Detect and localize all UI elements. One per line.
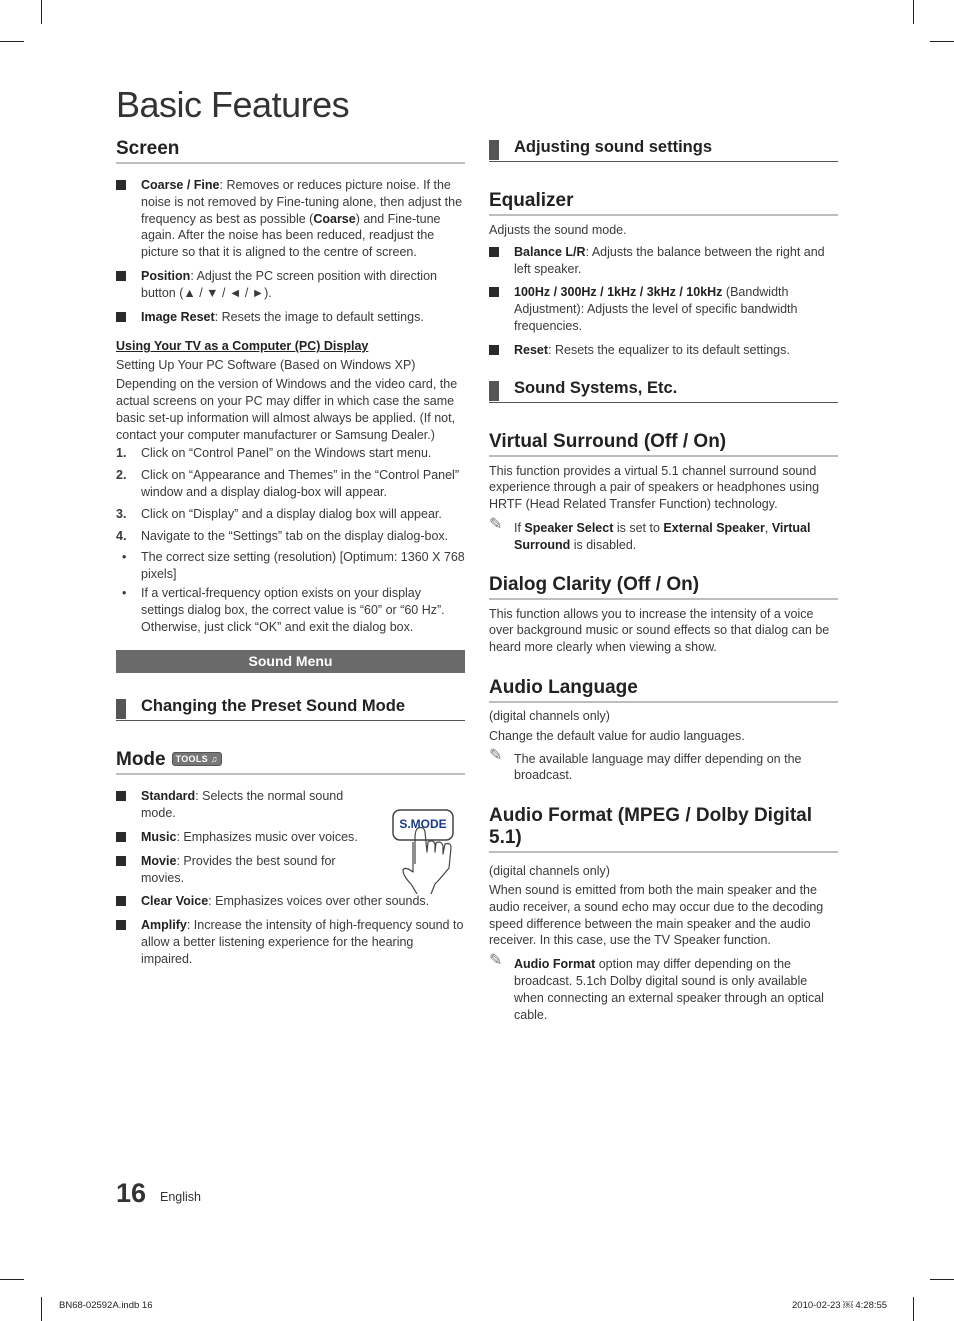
square-bullet-icon: [116, 920, 126, 930]
pencil-note-icon: ✎: [489, 746, 503, 764]
section-heading-screen: Screen: [116, 138, 465, 164]
step-item: [116, 528, 465, 545]
list-item: [116, 788, 351, 822]
term: External Speaker: [663, 520, 765, 535]
crop-mark: [0, 1279, 24, 1280]
pc-intro: Depending on the version of Windows and the video card, the actual screens on your PC may differ in which case the same basic set-up information will almost always be applied. (If not, contact your computer manufacturer or Samsung Dealer.): [116, 377, 458, 442]
note-text: ,: [764, 520, 772, 535]
pc-display-heading: Using Your TV as a Computer (PC) Display: [116, 339, 369, 354]
square-bullet-icon: [116, 791, 126, 801]
crop-mark: [930, 41, 954, 42]
right-column: [489, 138, 838, 1023]
print-info-file: BN68-02592A.indb 16: [59, 1300, 153, 1311]
list-item: [116, 853, 351, 887]
bullet-text: The correct size setting (resolution) [Optimum: 1360 X 768 pixels]: [141, 550, 465, 582]
virtual-surround-text: This function provides a virtual 5.1 channel surround sound experience through a pair of speakers or headphones using HRTF (Head Related Transfer Function) technology.: [489, 463, 820, 512]
crop-mark: [41, 1297, 42, 1321]
list-item: [489, 342, 838, 359]
term: Image Reset: [141, 309, 215, 324]
step-text: Click on “Display” and a display dialog box will appear.: [141, 506, 442, 521]
audio-format-heading: Audio Format (MPEG / Dolby Digital 5.1): [489, 805, 838, 853]
dialog-clarity-text: This function allows you to increase the intensity of a voice over background music or sound effects so that dialog can be heard more clearly when viewing a show.: [489, 606, 830, 655]
equalizer-intro: Adjusts the sound mode.: [489, 223, 627, 237]
term: Standard: [141, 789, 196, 804]
smode-button-illustration: [391, 808, 457, 896]
note-text: is set to: [613, 520, 664, 535]
tools-badge: [172, 752, 222, 766]
list-item: [116, 177, 465, 261]
note-text: option may differ depending on the broadcast. 5.1ch Dolby digital sound is only available when connecting an external speaker through an optical cable.: [514, 957, 824, 1022]
step-number: 4.: [116, 528, 127, 543]
audio-format-text: When sound is emitted from both the main speaker and the audio receiver, a sound echo may occur due to the decoding speed difference between the main speaker and the audio receiver. In this case, use the TV Speaker function.: [489, 882, 824, 948]
square-bullet-icon: [489, 345, 499, 355]
page-language: English: [160, 1190, 201, 1204]
step-number: 2.: [116, 468, 127, 483]
desc: : Increase the intensity of high-frequency sound to allow a better listening experience for the hearing impaired.: [141, 918, 464, 966]
desc: : Selects the normal sound mode.: [141, 789, 344, 821]
note-text: The available language may differ depending on the broadcast.: [514, 751, 802, 783]
sound-menu-banner: Sound Menu: [116, 650, 465, 673]
dot-bullet-icon: •: [122, 585, 127, 600]
audio-language-text: Change the default value for audio languages.: [489, 728, 745, 743]
square-bullet-icon: [116, 832, 126, 842]
crop-mark: [41, 0, 42, 24]
audio-language-heading: Audio Language: [489, 677, 838, 703]
audio-language-note-small: (digital channels only): [489, 708, 610, 723]
term: Position: [141, 268, 191, 283]
print-info-date: 2010-02-23 ￼ 4:28:55: [792, 1300, 888, 1311]
step-item: [116, 467, 465, 501]
desc: : Provides the best sound for movies.: [141, 853, 336, 885]
square-bullet-icon: [489, 287, 499, 297]
term: Clear Voice: [141, 894, 209, 909]
step-text: Navigate to the “Settings” tab on the display dialog-box.: [141, 528, 449, 543]
pc-subtitle: Setting Up Your PC Software (Based on Windows XP): [116, 358, 416, 373]
step-number: 1.: [116, 446, 127, 461]
audio-format-note-small: (digital channels only): [489, 864, 610, 879]
desc: ) and Fine-tune again. After the noise has been reduced, readjust the picture so that it is aligned to the centre of screen.: [141, 211, 441, 260]
step-text: Click on “Control Panel” on the Windows start menu.: [141, 446, 432, 461]
pencil-note-icon: ✎: [489, 952, 503, 970]
desc: : Removes or reduces picture noise. If the noise is not removed by Fine-tuning alone, then adjust the frequency as best as possible (: [141, 178, 463, 226]
crop-mark: [0, 41, 24, 42]
list-item: [116, 309, 465, 326]
square-bullet-icon: [116, 856, 126, 866]
term: Virtual Surround: [514, 520, 811, 552]
term: Balance L/R: [514, 244, 586, 259]
note: [489, 746, 838, 785]
tools-badge-label: TOOLS: [175, 754, 208, 765]
page-title: Basic Features: [116, 84, 350, 125]
list-item: [116, 829, 376, 846]
page-number: 16: [116, 1178, 147, 1208]
square-bullet-icon: [116, 271, 126, 281]
preset-sound-heading: Changing the Preset Sound Mode: [116, 697, 465, 721]
term: 100Hz / 300Hz / 1kHz / 3kHz / 10kHz: [514, 285, 723, 300]
crop-mark: [913, 1297, 914, 1321]
bullet-text: If a vertical-frequency option exists on your display settings dialog box, the correct value is “60” or “60 Hz”. Otherwise, just click “OK” and exit the dialog box.: [141, 585, 445, 634]
desc: (Bandwidth Adjustment): Adjusts the level of specific bandwidth frequencies.: [514, 285, 798, 333]
list-item: [116, 917, 465, 967]
mode-title: Mode: [116, 749, 166, 771]
list-item: [489, 284, 838, 334]
sound-systems-heading: Sound Systems, Etc.: [489, 379, 838, 403]
pencil-note-icon: ✎: [489, 515, 503, 533]
desc: : Adjusts the balance between the right and left speaker.: [514, 244, 825, 276]
term: Movie: [141, 853, 177, 868]
mode-heading: [116, 749, 465, 775]
term: Amplify: [141, 918, 187, 933]
note: [489, 952, 838, 1023]
term: Reset: [514, 342, 549, 357]
square-bullet-icon: [116, 180, 126, 190]
virtual-surround-heading: Virtual Surround (Off / On): [489, 431, 838, 457]
square-bullet-icon: [489, 247, 499, 257]
crop-mark: [930, 1279, 954, 1280]
note: [489, 515, 838, 554]
list-item: [489, 244, 838, 278]
crop-mark: [913, 0, 914, 24]
term: Speaker Select: [524, 520, 614, 535]
adjusting-heading: Adjusting sound settings: [489, 138, 838, 162]
dialog-clarity-heading: Dialog Clarity (Off / On): [489, 574, 838, 600]
term: Music: [141, 829, 177, 844]
term: Coarse: [313, 211, 356, 226]
desc: : Emphasizes voices over other sounds.: [208, 894, 430, 909]
bullet-item: [116, 549, 465, 583]
bullet-item: [116, 585, 465, 635]
step-item: [116, 506, 465, 523]
smode-button-label: S.MODE: [399, 817, 447, 831]
term: Coarse / Fine: [141, 178, 220, 192]
step-item: [116, 445, 465, 462]
desc: : Emphasizes music over voices.: [176, 829, 358, 844]
dot-bullet-icon: •: [122, 550, 127, 565]
tools-icon: ♫: [210, 754, 218, 765]
note-text: If: [514, 520, 525, 535]
square-bullet-icon: [116, 312, 126, 322]
term: Audio Format: [514, 957, 596, 972]
square-bullet-icon: [116, 896, 126, 906]
list-item: [116, 268, 465, 302]
note-text: is disabled.: [570, 537, 637, 552]
desc: : Resets the equalizer to its default settings.: [548, 342, 790, 357]
step-number: 3.: [116, 506, 127, 521]
desc: : Resets the image to default settings.: [214, 309, 424, 324]
equalizer-heading: Equalizer: [489, 190, 838, 216]
desc: : Adjust the PC screen position with direction button (▲ / ▼ / ◄ / ►).: [141, 268, 437, 300]
step-text: Click on “Appearance and Themes” in the “Control Panel” window and a display dialog-box will appear.: [141, 468, 459, 499]
